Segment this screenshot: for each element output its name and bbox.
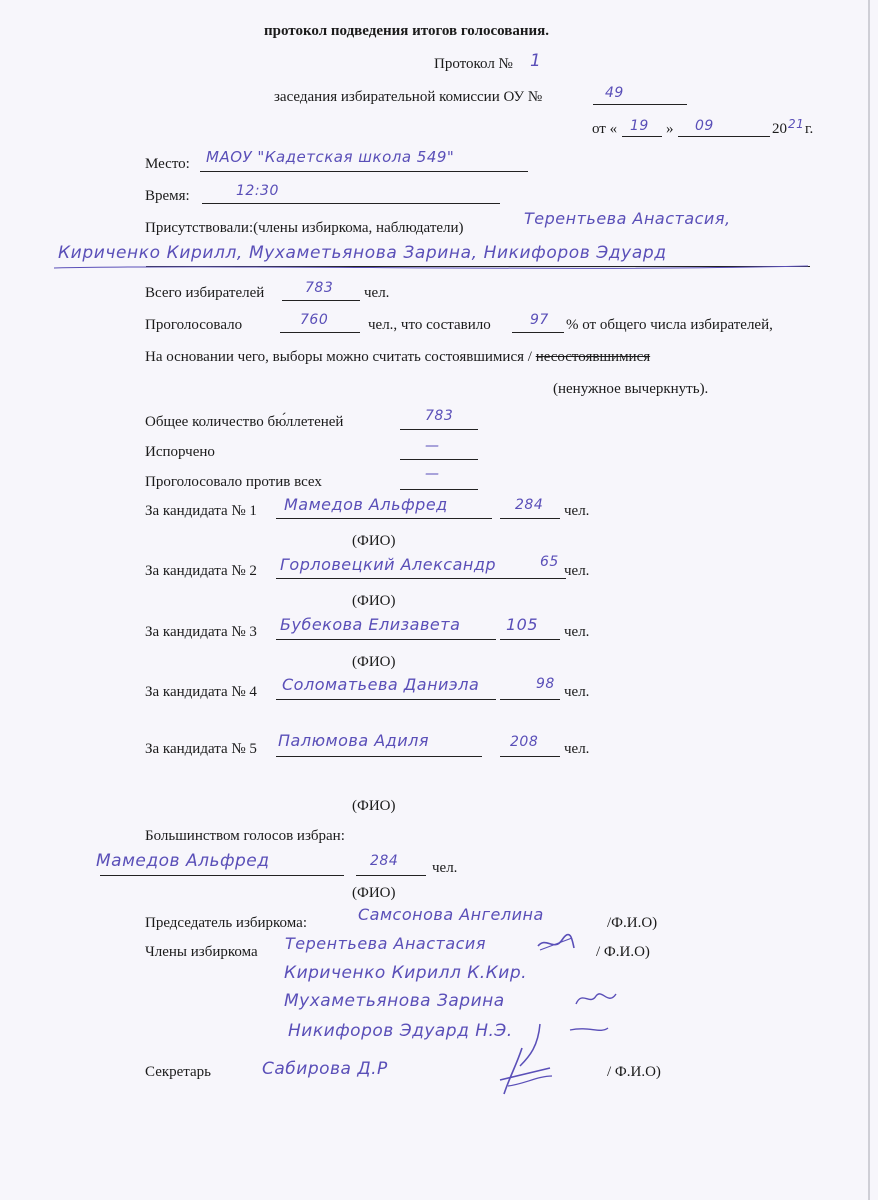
ballots-total-line <box>400 429 478 430</box>
candidate-1-fio: (ФИО) <box>352 533 396 549</box>
member-4-name: Никифоров Эдуард Н.Э. <box>288 1021 513 1041</box>
document-title: протокол подведения итогов голосования. <box>264 23 550 39</box>
school-number-value: 49 <box>605 85 624 101</box>
present-underline-stroke <box>52 262 812 274</box>
members-label: Члены избиркома <box>145 944 258 960</box>
date-year-prefix: 20 <box>772 121 787 137</box>
school-number-line <box>593 104 687 105</box>
ballots-total-label: Общее количество бю́ллетеней <box>145 414 344 430</box>
member-3-signature-scribble <box>574 988 618 1010</box>
basis-struck: несостоявшимися <box>535 349 651 365</box>
result-votes: 284 <box>370 853 399 869</box>
candidate-1-label: За кандидата № 1 <box>145 503 257 519</box>
percent-value: 97 <box>530 312 549 328</box>
candidate-5-label: За кандидата № 5 <box>145 741 257 757</box>
basis-text <box>145 348 650 366</box>
secretary-fio-suffix: / Ф.И.О) <box>607 1064 661 1080</box>
candidate-5-name-line <box>276 756 482 757</box>
candidate-4-votes-line <box>500 699 560 700</box>
secretary-label: Секретарь <box>145 1064 212 1080</box>
result-label: Большинством голосов избран: <box>145 828 345 844</box>
total-voters-unit: чел. <box>364 285 390 301</box>
time-line <box>202 203 500 204</box>
secretary-name: Сабирова Д.Р <box>262 1059 388 1079</box>
candidate-4-votes: 98 <box>536 676 555 692</box>
member-3-name: Мухаметьянова Зарина <box>284 991 505 1011</box>
candidate-2-votes: 65 <box>540 554 559 570</box>
chair-fio-suffix: /Ф.И.О) <box>607 915 658 931</box>
result-winner-line <box>100 875 344 876</box>
spoiled-label: Испорчено <box>145 444 215 460</box>
result-fio: (ФИО) <box>352 885 396 901</box>
voted-line <box>280 332 360 333</box>
date-year-end: г. <box>805 121 814 137</box>
result-votes-line <box>356 875 426 876</box>
total-voters-value: 783 <box>305 280 334 296</box>
time-value: 12:30 <box>236 183 279 199</box>
candidate-5-name: Палюмова Адиля <box>278 731 429 750</box>
against-all-label: Проголосовало против всех <box>145 474 322 490</box>
member-1-signature-scribble <box>536 932 576 954</box>
place-line <box>200 171 528 172</box>
candidate-2-name: Горловецкий Александр <box>280 555 497 574</box>
candidate-2-fio: (ФИО) <box>352 593 396 609</box>
candidate-5-votes-line <box>500 756 560 757</box>
candidate-1-votes-line <box>500 518 560 519</box>
chair-label: Председатель избиркома: <box>145 915 307 931</box>
candidate-5-unit: чел. <box>564 741 590 757</box>
candidate-3-name-line <box>276 639 496 640</box>
chair-name: Самсонова Ангелина <box>358 905 544 924</box>
percent-suffix: % от общего числа избирателей, <box>566 317 773 333</box>
candidate-1-votes: 284 <box>515 497 544 513</box>
present-label: Присутствовали:(члены избиркома, наблюдатели) <box>145 220 464 236</box>
time-label: Время: <box>145 188 190 204</box>
date-day-value: 19 <box>630 118 649 134</box>
candidate-3-votes-line <box>500 639 560 640</box>
voted-mid: чел., что составило <box>368 317 491 333</box>
candidate-1-unit: чел. <box>564 503 590 519</box>
present-value-line2: Кириченко Кирилл, Мухаметьянова Зарина, Никифоров Эдуард <box>58 243 667 263</box>
candidate-5-votes: 208 <box>510 734 539 750</box>
candidate-2-unit: чел. <box>564 563 590 579</box>
result-winner: Мамедов Альфред <box>96 851 270 871</box>
candidate-3-fio: (ФИО) <box>352 654 396 670</box>
session-label: заседания избирательной комиссии ОУ № <box>274 89 543 105</box>
scan-right-edge <box>868 0 870 1200</box>
candidate-4-unit: чел. <box>564 684 590 700</box>
against-all-line <box>400 489 478 490</box>
candidate-4-label: За кандидата № 4 <box>145 684 257 700</box>
members-fio-suffix: / Ф.И.О) <box>596 944 650 960</box>
date-mid: » <box>666 121 674 137</box>
result-unit: чел. <box>432 860 458 876</box>
protocol-number-value: 1 <box>530 51 542 71</box>
percent-line <box>512 332 564 333</box>
date-prefix: от « <box>592 121 618 137</box>
place-value: МАОУ "Кадетская школа 549" <box>206 148 455 166</box>
candidate-1-name-line <box>276 518 492 519</box>
member-2-name: Кириченко Кирилл К.Кир. <box>284 963 528 983</box>
candidate-3-name: Бубекова Елизавета <box>280 615 461 634</box>
candidate-3-label: За кандидата № 3 <box>145 624 257 640</box>
member-1-name: Терентьева Анастасия <box>285 934 486 953</box>
date-year-suffix: 21 <box>788 117 805 131</box>
voted-label: Проголосовало <box>145 317 243 333</box>
total-voters-label: Всего избирателей <box>145 285 265 301</box>
spoiled-value: — <box>425 438 440 454</box>
candidate-2-name-line <box>276 578 566 579</box>
against-all-value: — <box>425 466 440 482</box>
total-voters-line <box>282 300 360 301</box>
protocol-number-label: Протокол № <box>434 56 513 72</box>
date-month-line <box>678 136 770 137</box>
place-label: Место: <box>145 156 190 172</box>
candidate-3-unit: чел. <box>564 624 590 640</box>
basis-main: На основании чего, выборы можно считать состоявшимися / <box>145 349 532 365</box>
date-month-value: 09 <box>695 118 714 134</box>
candidate-5-fio: (ФИО) <box>352 798 396 814</box>
secretary-signature-scribble <box>494 1046 564 1098</box>
candidate-3-votes: 105 <box>506 615 539 634</box>
candidate-1-name: Мамедов Альфред <box>284 495 448 514</box>
candidate-4-name: Соломатьева Даниэла <box>282 675 480 694</box>
ballots-total-value: 783 <box>425 408 454 424</box>
voted-value: 760 <box>300 312 329 328</box>
spoiled-line <box>400 459 478 460</box>
candidate-4-name-line <box>276 699 496 700</box>
strike-note: (ненужное вычеркнуть). <box>553 381 709 397</box>
candidate-2-label: За кандидата № 2 <box>145 563 257 579</box>
date-day-line <box>622 136 662 137</box>
present-value-line1: Терентьева Анастасия, <box>524 209 731 228</box>
